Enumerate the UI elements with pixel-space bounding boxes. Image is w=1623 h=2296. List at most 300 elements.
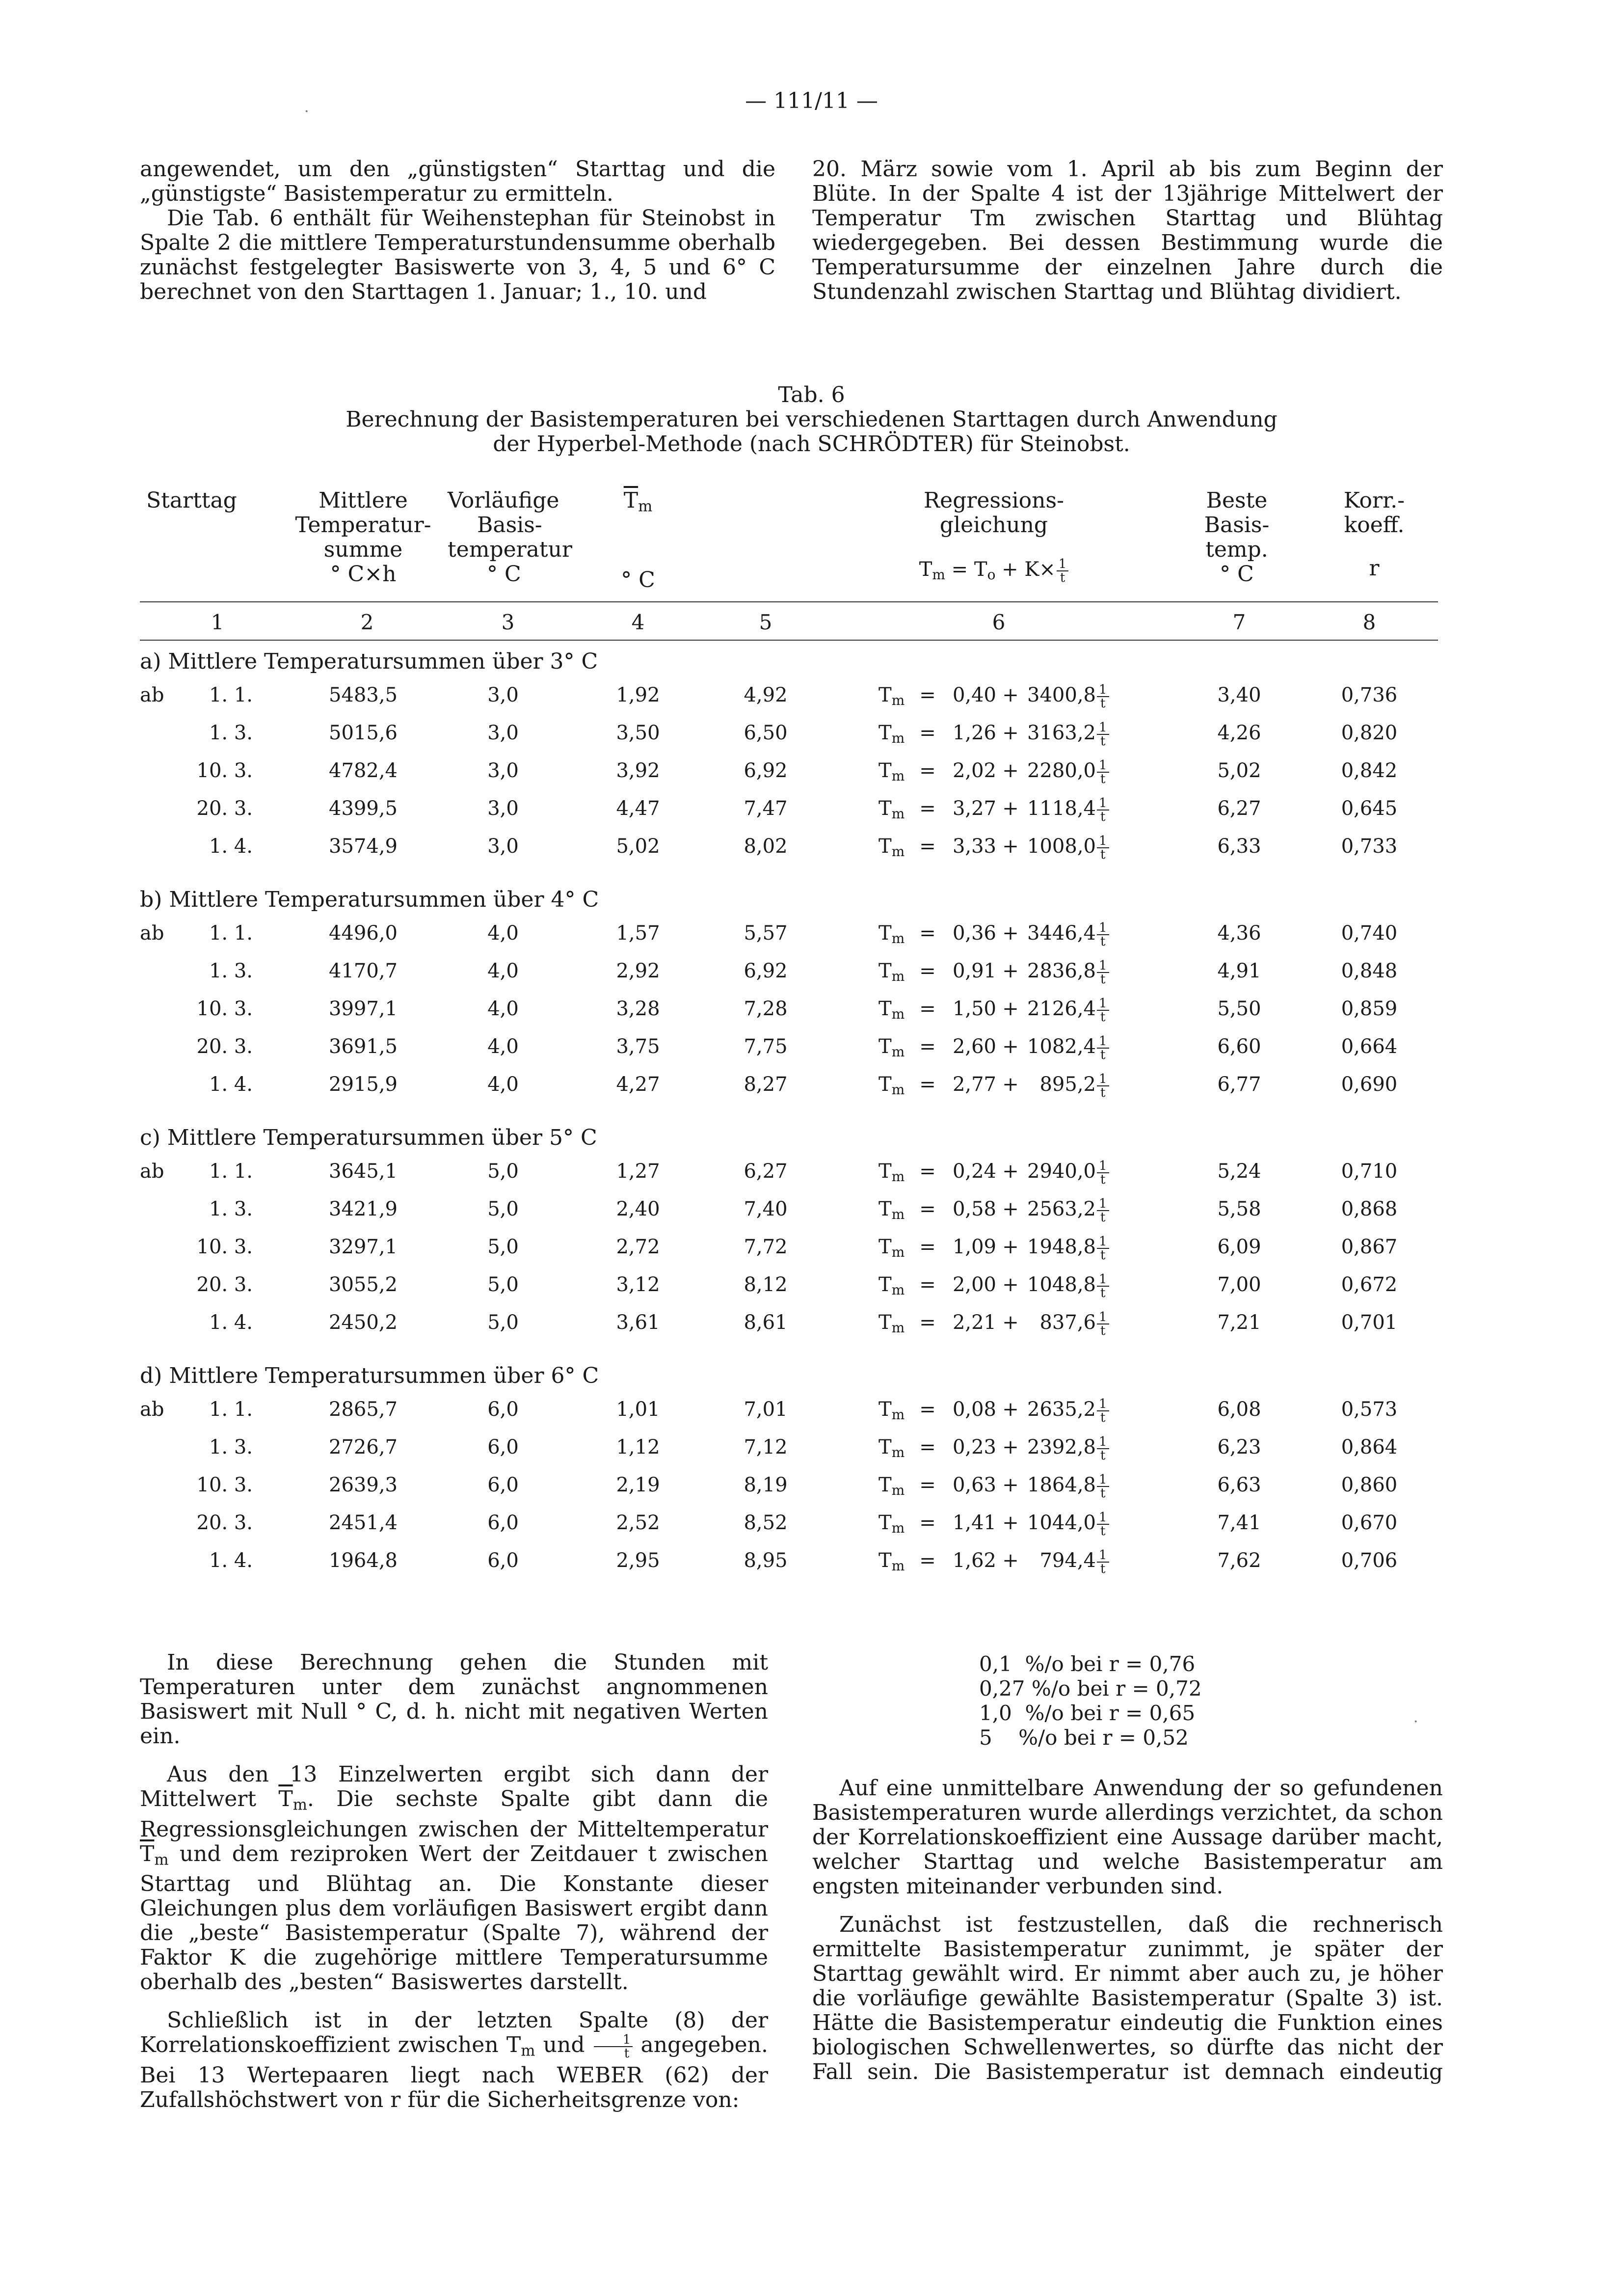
formula-t: T bbox=[919, 558, 932, 581]
eq-t: T bbox=[878, 922, 892, 945]
eq-frac-den: t bbox=[1100, 1048, 1106, 1062]
mean-temperature-cell: 1,92 bbox=[616, 684, 660, 706]
eq-lhs bbox=[878, 997, 918, 1026]
eq-plus: + bbox=[1002, 1160, 1019, 1183]
correlation-coefficient-cell: 0,706 bbox=[1341, 1549, 1398, 1572]
eq-frac-num: 1 bbox=[1097, 1235, 1109, 1249]
header-tm bbox=[606, 488, 670, 593]
eq-constant: 1,41 bbox=[952, 1512, 996, 1534]
ab-label: ab bbox=[140, 684, 164, 706]
column-5-cell: 7,72 bbox=[744, 1236, 788, 1258]
best-base-temperature-cell: 6,33 bbox=[1217, 835, 1261, 858]
starttag-date: 1. 4. bbox=[209, 1311, 253, 1334]
best-base-temperature-cell: 4,36 bbox=[1217, 922, 1261, 945]
column-5-cell: 8,61 bbox=[744, 1311, 788, 1334]
column-5-cell: 8,19 bbox=[744, 1474, 788, 1496]
table-caption bbox=[0, 383, 1623, 457]
eq-frac-num: 1 bbox=[1097, 835, 1109, 848]
eq-frac-den: t bbox=[1100, 1286, 1106, 1300]
eq-fraction bbox=[1097, 959, 1109, 986]
provisional-base-cell: 5,0 bbox=[487, 1273, 519, 1296]
eq-fraction bbox=[1097, 921, 1109, 948]
eq-fraction bbox=[1097, 1273, 1109, 1299]
eq-sub-m: m bbox=[891, 1558, 905, 1574]
p3-text-b: und bbox=[535, 2032, 593, 2058]
best-base-temperature-cell: 6,27 bbox=[1217, 797, 1261, 820]
eq-lhs bbox=[878, 1034, 918, 1064]
eq-t: T bbox=[878, 960, 892, 982]
best-base-temperature-cell: 4,91 bbox=[1217, 960, 1261, 982]
eq-frac-den: t bbox=[1100, 972, 1106, 987]
provisional-base-cell: 3,0 bbox=[487, 722, 519, 744]
correlation-coefficient-cell: 0,690 bbox=[1341, 1073, 1398, 1096]
eq-frac-den: t bbox=[1100, 734, 1106, 749]
eq-plus: + bbox=[1002, 1035, 1019, 1058]
correlation-coefficient-cell: 0,701 bbox=[1341, 1311, 1398, 1334]
eq-constant: 2,00 bbox=[952, 1273, 996, 1296]
eq-constant: 2,21 bbox=[952, 1311, 996, 1334]
eq-sub-m: m bbox=[891, 1044, 905, 1060]
eq-fraction bbox=[1097, 1073, 1109, 1099]
eq-equals: = bbox=[919, 797, 936, 820]
mean-temperature-cell: 2,95 bbox=[616, 1549, 660, 1572]
mean-temperature-cell: 3,92 bbox=[616, 759, 660, 782]
best-base-temperature-cell: 5,58 bbox=[1217, 1198, 1261, 1220]
mean-temperature-cell: 2,19 bbox=[616, 1474, 660, 1496]
eq-equals: = bbox=[919, 835, 936, 858]
eq-sub-m: m bbox=[891, 1206, 905, 1222]
page-number: — 111/11 — bbox=[745, 88, 878, 113]
eq-equals: = bbox=[919, 1436, 936, 1459]
p2-text-a: Aus den 13 Einzelwerten ergibt sich dann der Mittelwert bbox=[140, 1762, 768, 1811]
header-c8-line2: koeff. bbox=[1344, 513, 1405, 538]
eq-constant: 3,27 bbox=[952, 797, 996, 820]
header-c7-line2: Basis- bbox=[1204, 513, 1270, 538]
provisional-base-cell: 6,0 bbox=[487, 1398, 519, 1421]
eq-constant: 0,58 bbox=[952, 1198, 996, 1220]
header-beste-basis bbox=[1188, 488, 1286, 587]
section-title: c) Mittlere Temperatursummen über 5° C bbox=[140, 1125, 597, 1150]
mean-temperature-cell: 2,40 bbox=[616, 1198, 660, 1220]
p2-tm-sub: m bbox=[293, 1796, 307, 1814]
column-number-1: 1 bbox=[211, 610, 224, 634]
eq-factor-k: 1948,8 bbox=[1027, 1236, 1096, 1258]
regression-equation-cell bbox=[878, 1235, 1153, 1265]
correlation-coefficient-cell: 0,740 bbox=[1341, 922, 1398, 945]
eq-plus: + bbox=[1002, 1236, 1019, 1258]
eq-equals: = bbox=[919, 759, 936, 782]
header-c7-line1: Beste bbox=[1206, 488, 1268, 513]
p2-tm-symbol: $\overline{T}$ bbox=[278, 1786, 293, 1811]
mean-temperature-cell: 5,02 bbox=[616, 835, 660, 858]
eq-lhs bbox=[878, 1511, 918, 1540]
eq-frac-num: 1 bbox=[1097, 1549, 1109, 1563]
starttag-date: 1. 1. bbox=[209, 1398, 253, 1421]
correlation-coefficient-cell: 0,868 bbox=[1341, 1198, 1398, 1220]
provisional-base-cell: 5,0 bbox=[487, 1160, 519, 1183]
header-korr-koeff bbox=[1325, 488, 1423, 581]
eq-constant: 3,33 bbox=[952, 835, 996, 858]
eq-t: T bbox=[878, 759, 892, 782]
eq-fraction bbox=[1097, 1197, 1109, 1224]
eq-sub-m: m bbox=[891, 1282, 905, 1298]
mean-temperature-cell: 1,27 bbox=[616, 1160, 660, 1183]
eq-frac-den: t bbox=[1100, 847, 1106, 862]
header-c8-line4: r bbox=[1369, 556, 1380, 581]
eq-t: T bbox=[878, 1273, 892, 1296]
eq-equals: = bbox=[919, 684, 936, 706]
eq-lhs bbox=[878, 1235, 918, 1265]
significance-line-1: 0,1 %/o bei r = 0,76 bbox=[979, 1652, 1196, 1676]
eq-fraction bbox=[1097, 1549, 1109, 1575]
correlation-coefficient-cell: 0,664 bbox=[1341, 1035, 1398, 1058]
starttag-date: 1. 1. bbox=[209, 922, 253, 945]
eq-sub-m: m bbox=[891, 1081, 905, 1098]
regression-equation-cell bbox=[878, 1072, 1153, 1102]
correlation-coefficient-cell: 0,645 bbox=[1341, 797, 1398, 820]
eq-lhs bbox=[878, 1197, 918, 1227]
eq-equals: = bbox=[919, 1073, 936, 1096]
eq-frac-num: 1 bbox=[1097, 959, 1109, 973]
eq-frac-num: 1 bbox=[1097, 1160, 1109, 1173]
intro-right-column bbox=[812, 157, 1443, 304]
header-c4-unit: ° C bbox=[621, 567, 655, 593]
column-number-8: 8 bbox=[1362, 610, 1376, 634]
p2-text-b: . Die sechste Spalte gibt dann die Regressionsgleichungen zwischen der Mitteltemperatur bbox=[140, 1786, 768, 1842]
mean-temperature-cell: 1,01 bbox=[616, 1398, 660, 1421]
eq-factor-k: 895,2 bbox=[1039, 1073, 1096, 1096]
eq-sub-m: m bbox=[891, 692, 905, 708]
eq-constant: 0,36 bbox=[952, 922, 996, 945]
eq-fraction bbox=[1097, 1035, 1109, 1061]
eq-equals: = bbox=[919, 1398, 936, 1421]
formula-plus-k: + K× bbox=[995, 558, 1056, 581]
eq-frac-den: t bbox=[1100, 1172, 1106, 1187]
temperature-sum-cell: 5483,5 bbox=[329, 684, 398, 706]
best-base-temperature-cell: 6,77 bbox=[1217, 1073, 1261, 1096]
p3-frac-num: 1 bbox=[594, 2033, 633, 2047]
regression-equation-cell bbox=[878, 959, 1153, 989]
eq-frac-num: 1 bbox=[1097, 721, 1109, 735]
bottom-left-paragraph-1: In diese Berechnung gehen die Stunden mit Temperaturen unter dem zunächst angnommenen Basiswert mit Null ° C, d. h. nicht mit negativen Werten ein. bbox=[140, 1650, 768, 1749]
eq-equals: = bbox=[919, 1273, 936, 1296]
best-base-temperature-cell: 5,24 bbox=[1217, 1160, 1261, 1183]
eq-lhs bbox=[878, 1072, 918, 1102]
header-c3-line2: Basis- bbox=[477, 513, 542, 538]
temperature-sum-cell: 3297,1 bbox=[329, 1236, 398, 1258]
eq-lhs bbox=[878, 721, 918, 751]
eq-frac-num: 1 bbox=[1097, 1311, 1109, 1324]
eq-lhs bbox=[878, 1397, 918, 1427]
eq-constant: 2,02 bbox=[952, 759, 996, 782]
best-base-temperature-cell: 4,26 bbox=[1217, 722, 1261, 744]
column-5-cell: 8,52 bbox=[744, 1512, 788, 1534]
column-5-cell: 8,27 bbox=[744, 1073, 788, 1096]
eq-factor-k: 2836,8 bbox=[1027, 960, 1096, 982]
header-c8-line1: Korr.- bbox=[1343, 488, 1405, 513]
eq-fraction bbox=[1097, 797, 1109, 823]
eq-plus: + bbox=[1002, 797, 1019, 820]
eq-constant: 2,77 bbox=[952, 1073, 996, 1096]
eq-constant: 0,63 bbox=[952, 1474, 996, 1496]
best-base-temperature-cell: 6,09 bbox=[1217, 1236, 1261, 1258]
regression-equation-cell bbox=[878, 921, 1153, 951]
p3-sub: m bbox=[521, 2042, 535, 2060]
eq-fraction bbox=[1097, 1160, 1109, 1186]
eq-frac-den: t bbox=[1100, 1324, 1106, 1338]
eq-fraction bbox=[1097, 1235, 1109, 1262]
eq-constant: 0,24 bbox=[952, 1160, 996, 1183]
header-c2-line3: summe bbox=[323, 537, 403, 562]
eq-equals: = bbox=[919, 1198, 936, 1220]
starttag-date: 1. 3. bbox=[209, 722, 253, 744]
column-number-5: 5 bbox=[759, 610, 772, 634]
temperature-sum-cell: 4170,7 bbox=[329, 960, 398, 982]
eq-factor-k: 3400,8 bbox=[1027, 684, 1096, 706]
p3-text-c: angegeben. Bei 13 Wertepaaren liegt nach WEBER (62) der Zufallshöchstwert von r für die Sicherheitsgrenze von: bbox=[140, 2032, 768, 2113]
eq-lhs bbox=[878, 1435, 918, 1465]
mean-temperature-cell: 3,61 bbox=[616, 1311, 660, 1334]
eq-sub-m: m bbox=[891, 1482, 905, 1498]
eq-plus: + bbox=[1002, 759, 1019, 782]
intro-left-paragraph-2: Die Tab. 6 enthält für Weihenstephan für Steinobst in Spalte 2 die mittlere Temperaturstundensumme oberhalb zunächst festgelegter Basiswerte von 3, 4, 5 und 6° C berechnet von den Starttagen 1. Januar; 1., 10. und bbox=[140, 206, 775, 304]
eq-sub-m: m bbox=[891, 1244, 905, 1260]
best-base-temperature-cell: 7,41 bbox=[1217, 1512, 1261, 1534]
regression-equation-cell bbox=[878, 1511, 1153, 1540]
starttag-date: 1. 1. bbox=[209, 1160, 253, 1183]
starttag-date: 1. 4. bbox=[209, 1073, 253, 1096]
temperature-sum-cell: 3997,1 bbox=[329, 998, 398, 1020]
header-regression bbox=[878, 488, 1109, 587]
eq-factor-k: 2940,0 bbox=[1027, 1160, 1096, 1183]
eq-t: T bbox=[878, 1436, 892, 1459]
eq-factor-k: 1048,8 bbox=[1027, 1273, 1096, 1296]
formula-fraction bbox=[1057, 558, 1069, 584]
eq-factor-k: 1118,4 bbox=[1027, 797, 1096, 820]
header-c3-line4: ° C bbox=[487, 562, 521, 587]
formula-eq-t: = T bbox=[945, 558, 987, 581]
column-number-7: 7 bbox=[1232, 610, 1246, 634]
correlation-coefficient-cell: 0,848 bbox=[1341, 960, 1398, 982]
correlation-coefficient-cell: 0,670 bbox=[1341, 1512, 1398, 1534]
provisional-base-cell: 5,0 bbox=[487, 1236, 519, 1258]
eq-lhs bbox=[878, 796, 918, 826]
header-c4-symbol: $\overline{T}$ bbox=[623, 488, 639, 513]
provisional-base-cell: 6,0 bbox=[487, 1512, 519, 1534]
eq-sub-m: m bbox=[891, 730, 905, 746]
temperature-sum-cell: 2915,9 bbox=[329, 1073, 398, 1096]
column-5-cell: 7,40 bbox=[744, 1198, 788, 1220]
starttag-date: 20. 3. bbox=[196, 1035, 253, 1058]
column-5-cell: 6,92 bbox=[744, 759, 788, 782]
column-5-cell: 4,92 bbox=[744, 684, 788, 706]
eq-t: T bbox=[878, 1236, 892, 1258]
column-number-6: 6 bbox=[992, 610, 1006, 634]
mean-temperature-cell: 2,92 bbox=[616, 960, 660, 982]
bottom-left-paragraph-3 bbox=[140, 2008, 768, 2112]
eq-frac-den: t bbox=[1100, 1210, 1106, 1225]
starttag-date: 1. 3. bbox=[209, 960, 253, 982]
header-c6-line1: Regressions- bbox=[924, 488, 1064, 513]
eq-factor-k: 2392,8 bbox=[1027, 1436, 1096, 1459]
eq-fraction bbox=[1097, 1435, 1109, 1462]
header-c3-line3: temperatur bbox=[448, 537, 572, 562]
section-title: a) Mittlere Temperatursummen über 3° C bbox=[140, 649, 598, 674]
column-number-2: 2 bbox=[360, 610, 374, 634]
ab-label: ab bbox=[140, 1160, 164, 1183]
intro-left-paragraph-1: angewendet, um den „günstigsten“ Starttag und die „günstigste“ Basistemperatur zu ermitteln. bbox=[140, 157, 775, 206]
eq-frac-den: t bbox=[1100, 1010, 1106, 1025]
formula-sub-m: m bbox=[932, 567, 945, 583]
column-5-cell: 8,95 bbox=[744, 1549, 788, 1572]
starttag-date: 20. 3. bbox=[196, 1273, 253, 1296]
header-c7-line3: temp. bbox=[1205, 537, 1268, 562]
eq-equals: = bbox=[919, 922, 936, 945]
eq-sub-m: m bbox=[891, 968, 905, 984]
formula-frac-num: 1 bbox=[1057, 558, 1069, 571]
regression-equation-cell bbox=[878, 1548, 1153, 1578]
eq-plus: + bbox=[1002, 835, 1019, 858]
eq-t: T bbox=[878, 998, 892, 1020]
eq-sub-m: m bbox=[891, 843, 905, 860]
regression-equation-cell bbox=[878, 1310, 1153, 1340]
provisional-base-cell: 5,0 bbox=[487, 1198, 519, 1220]
eq-equals: = bbox=[919, 1160, 936, 1183]
temperature-sum-cell: 2450,2 bbox=[329, 1311, 398, 1334]
best-base-temperature-cell: 7,62 bbox=[1217, 1549, 1261, 1572]
provisional-base-cell: 6,0 bbox=[487, 1474, 519, 1496]
correlation-coefficient-cell: 0,736 bbox=[1341, 684, 1398, 706]
eq-plus: + bbox=[1002, 1273, 1019, 1296]
mean-temperature-cell: 3,75 bbox=[616, 1035, 660, 1058]
eq-sub-m: m bbox=[891, 1320, 905, 1336]
eq-plus: + bbox=[1002, 1436, 1019, 1459]
temperature-sum-cell: 2726,7 bbox=[329, 1436, 398, 1459]
eq-plus: + bbox=[1002, 1311, 1019, 1334]
eq-plus: + bbox=[1002, 1474, 1019, 1496]
eq-lhs bbox=[878, 834, 918, 864]
mean-temperature-cell: 1,12 bbox=[616, 1436, 660, 1459]
eq-factor-k: 794,4 bbox=[1039, 1549, 1096, 1572]
mean-temperature-cell: 3,28 bbox=[616, 998, 660, 1020]
header-c7-line4: ° C bbox=[1220, 562, 1254, 587]
column-5-cell: 5,57 bbox=[744, 922, 788, 945]
p3-frac-den: t bbox=[624, 2046, 630, 2061]
eq-factor-k: 2126,4 bbox=[1027, 998, 1096, 1020]
regression-equation-cell bbox=[878, 997, 1153, 1026]
starttag-date: 10. 3. bbox=[196, 759, 253, 782]
eq-t: T bbox=[878, 1198, 892, 1220]
table-rule-bottom bbox=[140, 640, 1438, 641]
column-5-cell: 7,75 bbox=[744, 1035, 788, 1058]
eq-factor-k: 3446,4 bbox=[1027, 922, 1096, 945]
temperature-sum-cell: 2865,7 bbox=[329, 1398, 398, 1421]
eq-frac-den: t bbox=[1100, 934, 1106, 949]
eq-plus: + bbox=[1002, 960, 1019, 982]
best-base-temperature-cell: 7,00 bbox=[1217, 1273, 1261, 1296]
bottom-right-column bbox=[812, 1776, 1443, 2084]
eq-constant: 0,23 bbox=[952, 1436, 996, 1459]
temperature-sum-cell: 2451,4 bbox=[329, 1512, 398, 1534]
table-label: Tab. 6 bbox=[778, 382, 845, 407]
provisional-base-cell: 3,0 bbox=[487, 684, 519, 706]
temperature-sum-cell: 3645,1 bbox=[329, 1160, 398, 1183]
significance-line-3: 1,0 %/o bei r = 0,65 bbox=[979, 1701, 1196, 1725]
bottom-left-paragraph-2 bbox=[140, 1762, 768, 1995]
intro-right-paragraph-1: 20. März sowie vom 1. April ab bis zum Beginn der Blüte. In der Spalte 4 ist der 13jährige Mittelwert der Temperatur Tm zwischen Starttag und Blühtag wiedergegeben. Bei dessen Bestimmung wurde die Temperatursumme der einzelnen Jahre durch die Stundenzahl zwischen Starttag und Blühtag dividiert. bbox=[812, 157, 1443, 304]
starttag-date: 10. 3. bbox=[196, 1474, 253, 1496]
column-5-cell: 7,12 bbox=[744, 1436, 788, 1459]
intro-left-column bbox=[140, 157, 775, 304]
header-c4-sub: m bbox=[638, 497, 653, 515]
best-base-temperature-cell: 5,50 bbox=[1217, 998, 1261, 1020]
temperature-sum-cell: 4399,5 bbox=[329, 797, 398, 820]
regression-equation-cell bbox=[878, 721, 1153, 751]
eq-equals: = bbox=[919, 998, 936, 1020]
eq-fraction bbox=[1097, 1511, 1109, 1538]
provisional-base-cell: 6,0 bbox=[487, 1436, 519, 1459]
mean-temperature-cell: 3,50 bbox=[616, 722, 660, 744]
correlation-coefficient-cell: 0,733 bbox=[1341, 835, 1398, 858]
eq-factor-k: 1044,0 bbox=[1027, 1512, 1096, 1534]
temperature-sum-cell: 3574,9 bbox=[329, 835, 398, 858]
eq-equals: = bbox=[919, 1236, 936, 1258]
eq-lhs bbox=[878, 1548, 918, 1578]
eq-fraction bbox=[1097, 1398, 1109, 1424]
mean-temperature-cell: 3,12 bbox=[616, 1273, 660, 1296]
eq-frac-num: 1 bbox=[1097, 997, 1109, 1011]
mean-temperature-cell: 1,57 bbox=[616, 922, 660, 945]
eq-constant: 2,60 bbox=[952, 1035, 996, 1058]
eq-lhs bbox=[878, 758, 918, 788]
regression-equation-cell bbox=[878, 1034, 1153, 1064]
header-mittlere-summe bbox=[275, 488, 452, 587]
eq-constant: 1,26 bbox=[952, 722, 996, 744]
eq-equals: = bbox=[919, 722, 936, 744]
starttag-date: 1. 3. bbox=[209, 1436, 253, 1459]
best-base-temperature-cell: 6,08 bbox=[1217, 1398, 1261, 1421]
p2-text-c: und dem reziproken Wert der Zeitdauer t zwischen Starttag und Blühtag an. Die Konstante dieser Gleichungen plus dem vorläufigen Basiswert ergibt dann die „beste“ Basistemperatur (Spalte 7), während der Faktor K die zugehörige mittlere Temperatursumme oberhalb des „besten“ Basiswertes darstellt. bbox=[140, 1841, 768, 1995]
regression-equation-cell bbox=[878, 758, 1153, 788]
eq-frac-num: 1 bbox=[1097, 1435, 1109, 1449]
temperature-sum-cell: 3421,9 bbox=[329, 1198, 398, 1220]
eq-frac-num: 1 bbox=[1097, 1197, 1109, 1211]
table-title-line-1: Berechnung der Basistemperaturen bei verschiedenen Starttagen durch Anwendung bbox=[346, 407, 1277, 432]
provisional-base-cell: 4,0 bbox=[487, 1073, 519, 1096]
temperature-sum-cell: 1964,8 bbox=[329, 1549, 398, 1572]
section-title: b) Mittlere Temperatursummen über 4° C bbox=[140, 887, 599, 912]
eq-fraction bbox=[1097, 683, 1109, 710]
eq-frac-den: t bbox=[1100, 1448, 1106, 1463]
regression-equation-cell bbox=[878, 796, 1153, 826]
header-c6-line2: gleichung bbox=[939, 513, 1048, 538]
starttag-date: 1. 3. bbox=[209, 1198, 253, 1220]
eq-constant: 1,50 bbox=[952, 998, 996, 1020]
eq-plus: + bbox=[1002, 1512, 1019, 1534]
eq-lhs bbox=[878, 1159, 918, 1189]
eq-t: T bbox=[878, 835, 892, 858]
eq-fraction bbox=[1097, 835, 1109, 861]
eq-fraction bbox=[1097, 1311, 1109, 1337]
correlation-coefficient-cell: 0,710 bbox=[1341, 1160, 1398, 1183]
header-c6-formula bbox=[878, 557, 1109, 587]
column-5-cell: 6,92 bbox=[744, 960, 788, 982]
eq-t: T bbox=[878, 1035, 892, 1058]
eq-lhs bbox=[878, 959, 918, 989]
column-5-cell: 7,28 bbox=[744, 998, 788, 1020]
provisional-base-cell: 6,0 bbox=[487, 1549, 519, 1572]
eq-fraction bbox=[1097, 1473, 1109, 1500]
